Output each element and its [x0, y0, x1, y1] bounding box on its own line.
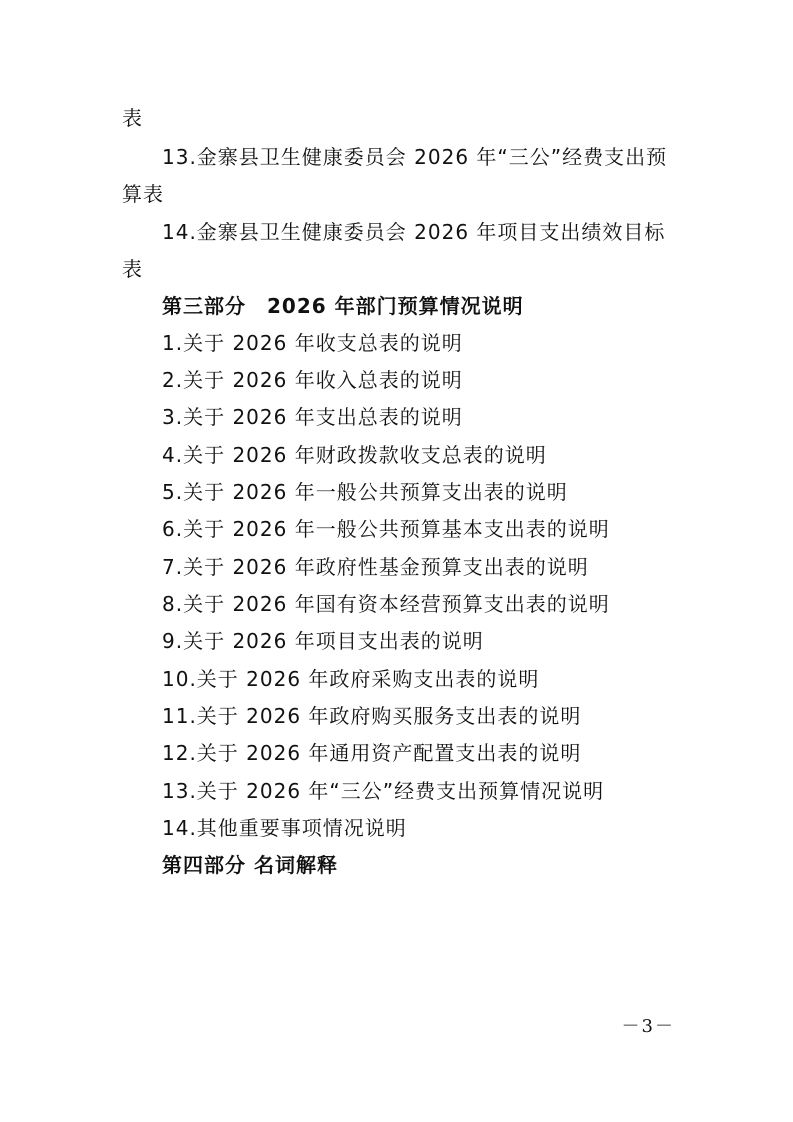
part3-item: 8.关于 2026 年国有资本经营预算支出表的说明 [162, 592, 610, 616]
part3-item: 1.关于 2026 年收支总表的说明 [162, 331, 463, 355]
page-number: －3－ [621, 1016, 675, 1037]
toc-item-14-wrap: 表 [122, 257, 143, 281]
part3-item: 6.关于 2026 年一般公共预算基本支出表的说明 [162, 517, 610, 541]
part3-heading: 第三部分 2026 年部门预算情况说明 [162, 294, 524, 318]
part3-item: 14.其他重要事项情况说明 [162, 816, 407, 840]
part3-item: 12.关于 2026 年通用资产配置支出表的说明 [162, 741, 582, 765]
part3-item: 3.关于 2026 年支出总表的说明 [162, 405, 463, 429]
part3-item: 13.关于 2026 年“三公”经费支出预算情况说明 [162, 779, 605, 803]
part3-item: 9.关于 2026 年项目支出表的说明 [162, 629, 484, 653]
toc-item-14: 14.金寨县卫生健康委员会 2026 年项目支出绩效目标 [162, 220, 666, 244]
part3-item: 10.关于 2026 年政府采购支出表的说明 [162, 667, 540, 691]
toc-item-13-wrap: 算表 [122, 182, 164, 206]
part3-item: 2.关于 2026 年收入总表的说明 [162, 368, 463, 392]
continuation-text: 表 [122, 106, 143, 130]
part3-item: 4.关于 2026 年财政拨款收支总表的说明 [162, 443, 547, 467]
part3-item: 5.关于 2026 年一般公共预算支出表的说明 [162, 480, 568, 504]
part4-heading: 第四部分 名词解释 [162, 853, 338, 877]
part3-item: 7.关于 2026 年政府性基金预算支出表的说明 [162, 555, 589, 579]
toc-item-13: 13.金寨县卫生健康委员会 2026 年“三公”经费支出预 [162, 145, 668, 169]
part3-item: 11.关于 2026 年政府购买服务支出表的说明 [162, 704, 582, 728]
